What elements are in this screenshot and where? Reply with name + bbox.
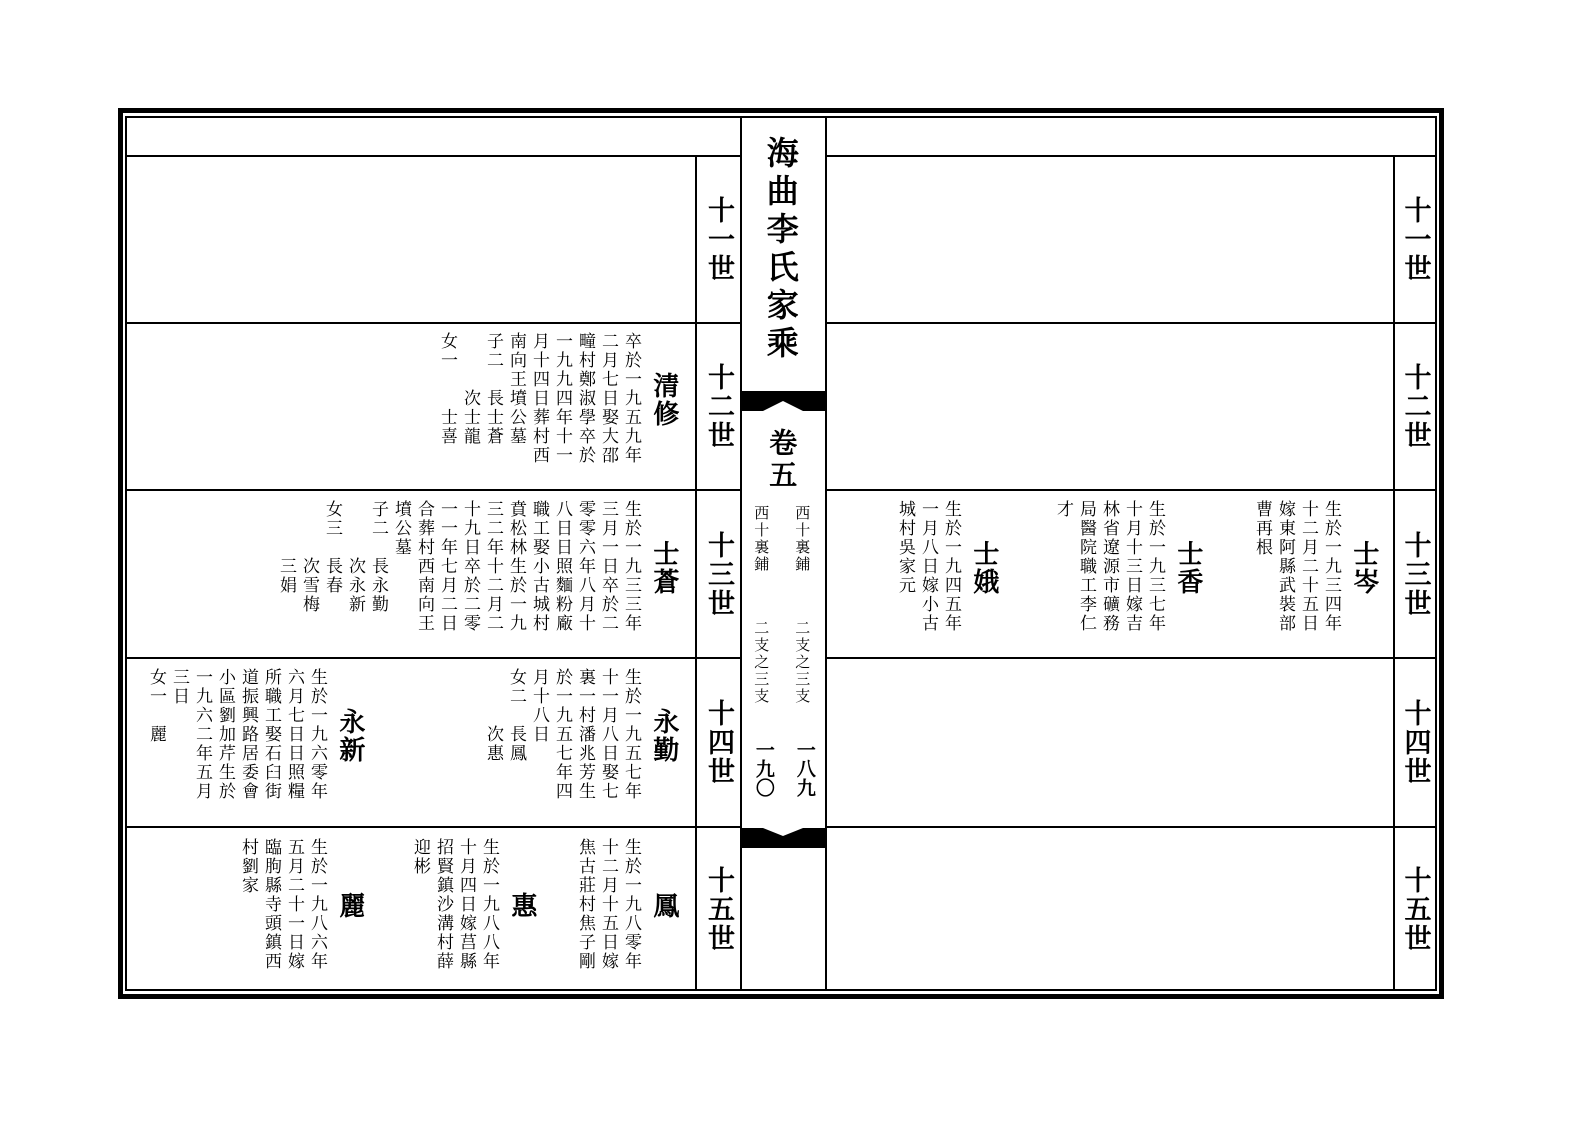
entry-line: 十一月八日娶七 <box>598 668 618 801</box>
entry-line: 生於一九五七年 <box>621 668 641 801</box>
entry-line: 十二月十五日嫁 <box>598 838 618 971</box>
person-entry-shicang <box>270 500 640 650</box>
entry-line: 於一九五七年四 <box>552 668 572 801</box>
generation-label-11: 十一世 <box>703 196 734 283</box>
person-name-shicen: 士岑 <box>1348 540 1379 596</box>
row-divider <box>827 826 1435 828</box>
entry-line: 十月十三日嫁吉 <box>1122 500 1142 633</box>
entry-line: 生於一九八六年 <box>307 838 327 971</box>
entry-line: 南向王墳公墓 <box>506 332 526 446</box>
left-header-rule <box>127 155 740 157</box>
entry-line: 賁松林生於一九 <box>506 500 526 633</box>
person-entry-qingxiu <box>430 332 640 482</box>
entry-line: 女三 長春 <box>322 500 342 595</box>
entry-line: 臨朐縣寺頭鎮西 <box>261 838 281 971</box>
person-name-shixiang: 士香 <box>1172 540 1203 596</box>
entry-line: 十二月二十五日 <box>1298 500 1318 633</box>
right-page-number: 一八九 <box>793 740 816 797</box>
entry-line: 三娟 <box>276 500 296 595</box>
entry-line: 子二 長士蒼 <box>483 332 503 446</box>
entry-line: 五月二十一日嫁 <box>284 838 304 971</box>
entry-line: 女一 士喜 <box>437 332 457 446</box>
left-branch-label: 西十裏鋪 <box>752 505 771 573</box>
entry-line: 生於一九三四年 <box>1321 500 1341 633</box>
entry-line: 疃村鄭淑學卒於 <box>575 332 595 465</box>
generation-label-12: 十二世 <box>1399 363 1431 450</box>
right-header-rule <box>827 155 1435 157</box>
person-entry-yongxin <box>138 668 326 818</box>
person-name-feng: 鳳 <box>648 892 679 920</box>
book-title: 海曲李氏家乘 <box>761 136 800 364</box>
entry-line: 次永新 <box>345 500 365 614</box>
person-name-hui: 惠 <box>506 892 537 920</box>
person-name-li: 麗 <box>334 892 365 920</box>
generation-label-13: 十三世 <box>1399 530 1431 618</box>
right-branch-label: 西十裏鋪 <box>793 505 812 573</box>
entry-line: 生於一九四五年 <box>941 500 961 633</box>
generation-label-15: 十五世 <box>703 866 734 953</box>
entry-line: 道振興路居委會 <box>238 668 258 801</box>
entry-line: 一一年七月二日 <box>437 500 457 633</box>
generation-label-12: 十二世 <box>703 363 734 450</box>
entry-line: 生於一九三三年 <box>621 500 641 633</box>
person-entry-shie <box>884 500 960 650</box>
person-entry-feng <box>565 838 640 988</box>
row-divider <box>127 657 740 659</box>
row-divider <box>127 489 740 491</box>
entry-line: 裏一村潘兆芳生 <box>575 668 595 801</box>
entry-line: 女一 麗 <box>146 668 166 744</box>
entry-line: 三日 <box>169 668 189 706</box>
entry-line: 曹再根 <box>1252 500 1272 557</box>
person-name-yongxin: 永新 <box>334 708 365 764</box>
entry-line: 才 <box>1053 500 1073 519</box>
entry-line: 職工娶小古城村 <box>529 500 549 633</box>
person-entry-hui <box>398 838 498 988</box>
person-name-qingxiu: 清修 <box>648 372 679 428</box>
entry-line: 迎彬 <box>410 838 430 876</box>
entry-line: 合葬村西南向王 <box>414 500 434 633</box>
entry-line: 生於一九三七年 <box>1145 500 1165 633</box>
entry-line: 三二年十二月二 <box>483 500 503 633</box>
entry-line: 焦古莊村焦子剛 <box>575 838 595 971</box>
entry-line: 所職工娶石臼街 <box>261 668 281 801</box>
entry-line: 次雪梅 <box>299 500 319 614</box>
generation-label-11: 十一世 <box>1399 196 1431 283</box>
generation-label-14: 十四世 <box>703 699 734 786</box>
spine-right-border <box>825 116 827 991</box>
entry-line: 二月七日娶大邵 <box>598 332 618 465</box>
entry-line: 月十四日葬村西 <box>529 332 549 465</box>
entry-line: 一九六二年五月 <box>192 668 212 801</box>
entry-line: 村劉家 <box>238 838 258 895</box>
person-name-yongqin: 永勤 <box>648 708 679 764</box>
left-page-number: 一九〇 <box>752 740 775 797</box>
entry-line: 六月七日日照糧 <box>284 668 304 801</box>
person-entry-yongqin <box>480 668 640 818</box>
volume-label: 卷五 <box>765 428 799 492</box>
entry-line: 零零六年八月十 <box>575 500 595 633</box>
entry-line: 卒於一九五九年 <box>621 332 641 465</box>
generation-label-13: 十三世 <box>703 530 734 618</box>
entry-line: 嫁東阿縣武裝部 <box>1275 500 1295 633</box>
entry-line: 小區劉加芹生於 <box>215 668 235 801</box>
entry-line: 次士龍 <box>460 332 480 446</box>
entry-line: 生於一九八八年 <box>479 838 499 971</box>
spine-band-bottom <box>741 842 825 848</box>
entry-line: 十月四日嫁莒縣 <box>456 838 476 971</box>
row-divider <box>827 322 1435 324</box>
entry-line: 次惠 <box>483 668 503 763</box>
spine-left-border <box>740 116 742 991</box>
person-name-shicang: 士蒼 <box>648 540 679 596</box>
entry-line: 三月一日卒於二 <box>598 500 618 633</box>
generation-label-14: 十四世 <box>1399 699 1431 786</box>
spine-notch-top <box>741 397 825 417</box>
entry-line: 生於一九八零年 <box>621 838 641 971</box>
left-branch-sub: 二支之三支 <box>752 620 771 705</box>
entry-line: 子二 長永勤 <box>368 500 388 614</box>
row-divider <box>127 826 740 828</box>
person-name-shie: 士娥 <box>968 540 999 596</box>
right-branch-sub: 二支之三支 <box>793 620 812 705</box>
entry-line: 一九九四年十一 <box>552 332 572 465</box>
entry-line: 八日日照麵粉廠 <box>552 500 572 633</box>
entry-line: 月十八日 <box>529 668 549 744</box>
row-divider <box>127 322 740 324</box>
entry-line: 女二 長鳳 <box>506 668 526 763</box>
entry-line: 林省遼源市礦務 <box>1099 500 1119 633</box>
person-entry-shicen <box>1240 500 1340 650</box>
entry-line: 局醫院職工李仁 <box>1076 500 1096 633</box>
entry-line: 生於一九六零年 <box>307 668 327 801</box>
person-entry-li <box>226 838 326 988</box>
person-entry-shixiang <box>1042 500 1164 650</box>
entry-line: 十九日卒於二零 <box>460 500 480 633</box>
entry-line: 城村吳家元 <box>895 500 915 595</box>
row-divider <box>827 657 1435 659</box>
entry-line: 一月八日嫁小古 <box>918 500 938 633</box>
generation-label-15: 十五世 <box>1399 866 1431 953</box>
row-divider <box>827 489 1435 491</box>
entry-line: 招賢鎮沙溝村薛 <box>433 838 453 971</box>
entry-line: 墳公墓 <box>391 500 411 557</box>
